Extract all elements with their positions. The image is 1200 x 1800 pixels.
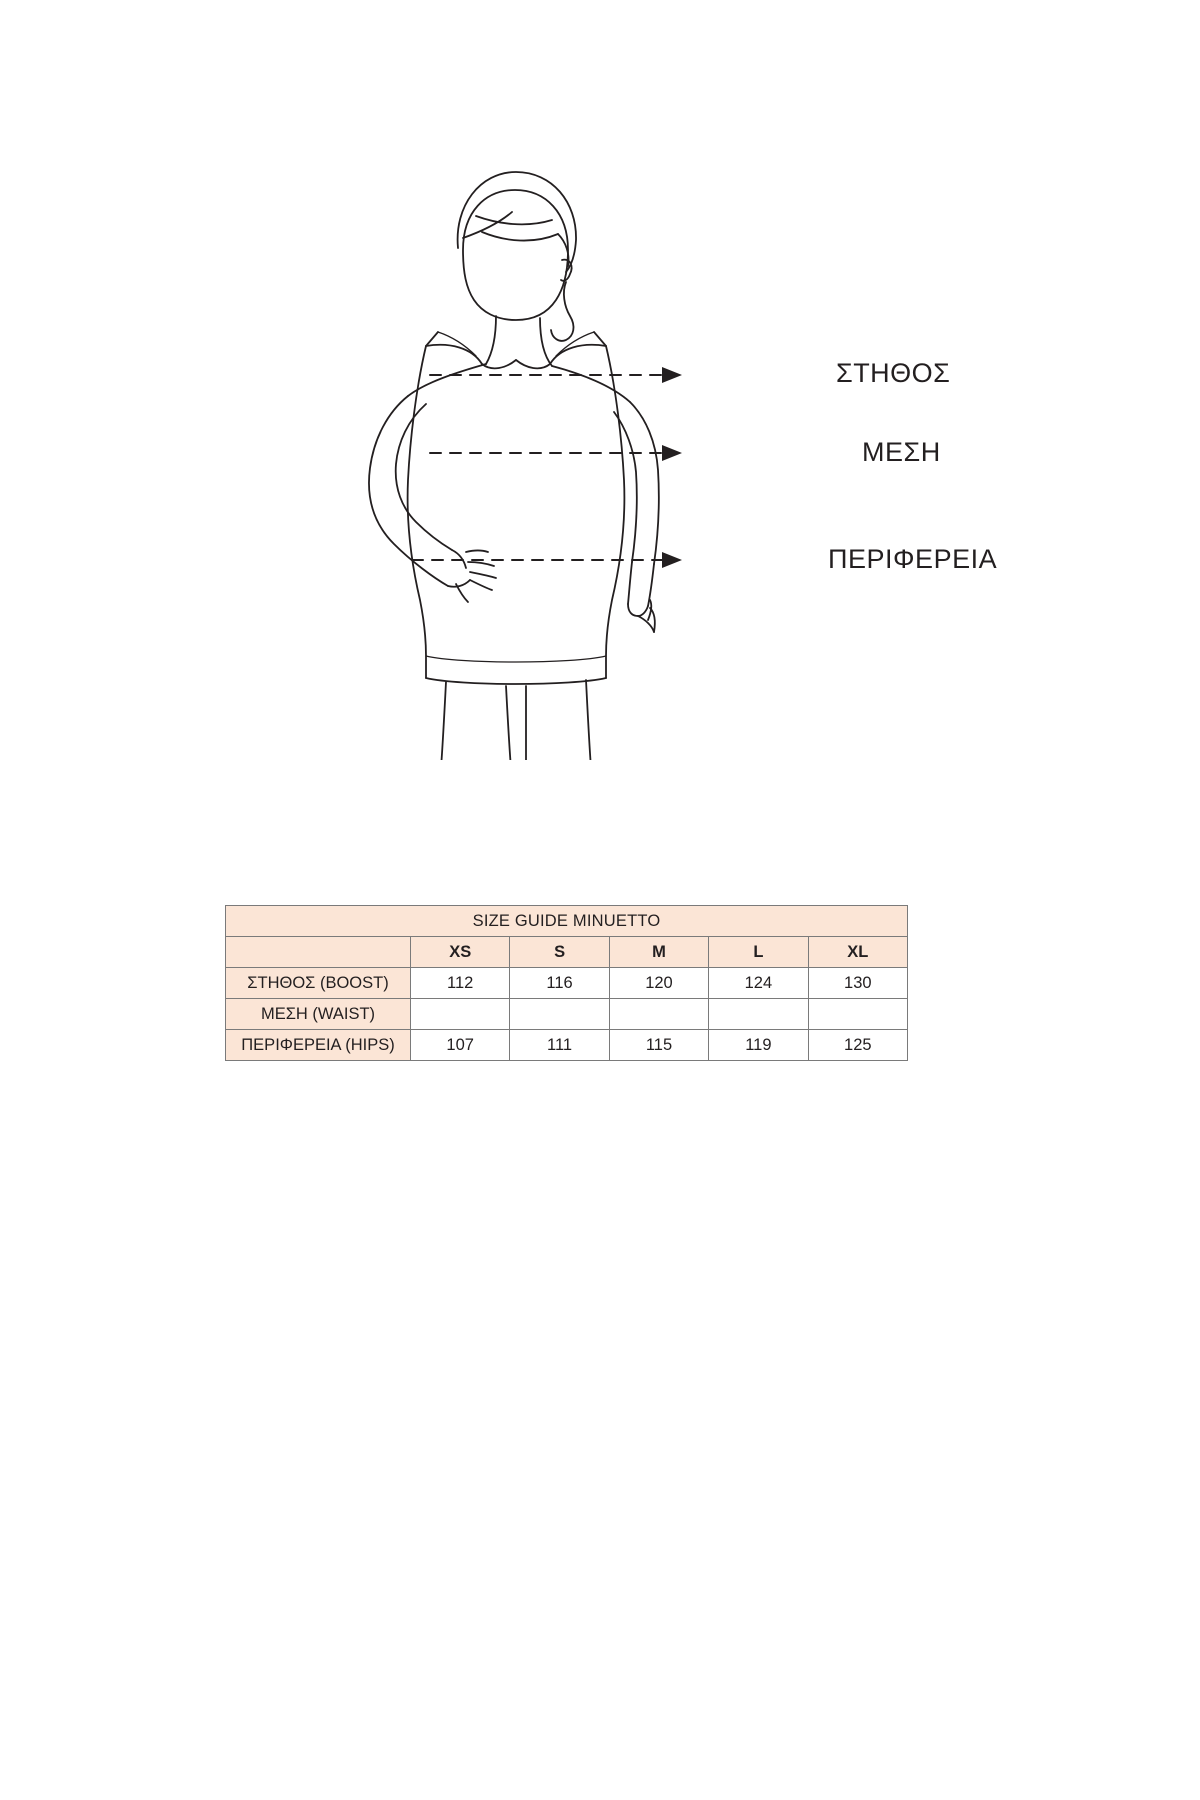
table-row <box>226 968 908 999</box>
column-header-xs: XS <box>411 937 510 968</box>
cell-hips-s: 111 <box>510 1030 609 1061</box>
table-title: SIZE GUIDE MINUETTO <box>226 906 908 937</box>
label-bust: ΣΤΗΘΟΣ <box>836 358 951 388</box>
cell-hips-l: 119 <box>709 1030 808 1061</box>
table-corner-cell <box>226 937 411 968</box>
table-header-row <box>226 937 908 968</box>
row-label-hips: ΠΕΡΙΦΕΡΕΙΑ (HIPS) <box>226 1030 411 1061</box>
cell-bust-xl: 130 <box>808 968 907 999</box>
cell-waist-m <box>609 999 708 1030</box>
cell-waist-xl <box>808 999 907 1030</box>
cell-hips-xs: 107 <box>411 1030 510 1061</box>
row-label-waist: ΜΕΣΗ (WAIST) <box>226 999 411 1030</box>
body-figure <box>330 120 890 760</box>
cell-hips-m: 115 <box>609 1030 708 1061</box>
row-label-bust: ΣΤΗΘΟΣ (BOOST) <box>226 968 411 999</box>
column-header-m: M <box>609 937 708 968</box>
table-row <box>226 999 908 1030</box>
table-title-row <box>226 906 908 937</box>
cell-bust-xs: 112 <box>411 968 510 999</box>
size-guide-table <box>225 905 907 1061</box>
cell-bust-s: 116 <box>510 968 609 999</box>
cell-waist-s <box>510 999 609 1030</box>
label-hips: ΠΕΡΙΦΕΡΕΙΑ <box>828 544 998 574</box>
cell-hips-xl: 125 <box>808 1030 907 1061</box>
woman-body-outline-icon <box>330 120 890 760</box>
column-header-xl: XL <box>808 937 907 968</box>
table-row <box>226 1030 908 1061</box>
column-header-s: S <box>510 937 609 968</box>
cell-bust-l: 124 <box>709 968 808 999</box>
cell-waist-l <box>709 999 808 1030</box>
cell-bust-m: 120 <box>609 968 708 999</box>
cell-waist-xs <box>411 999 510 1030</box>
label-waist: ΜΕΣΗ <box>862 437 941 467</box>
column-header-l: L <box>709 937 808 968</box>
